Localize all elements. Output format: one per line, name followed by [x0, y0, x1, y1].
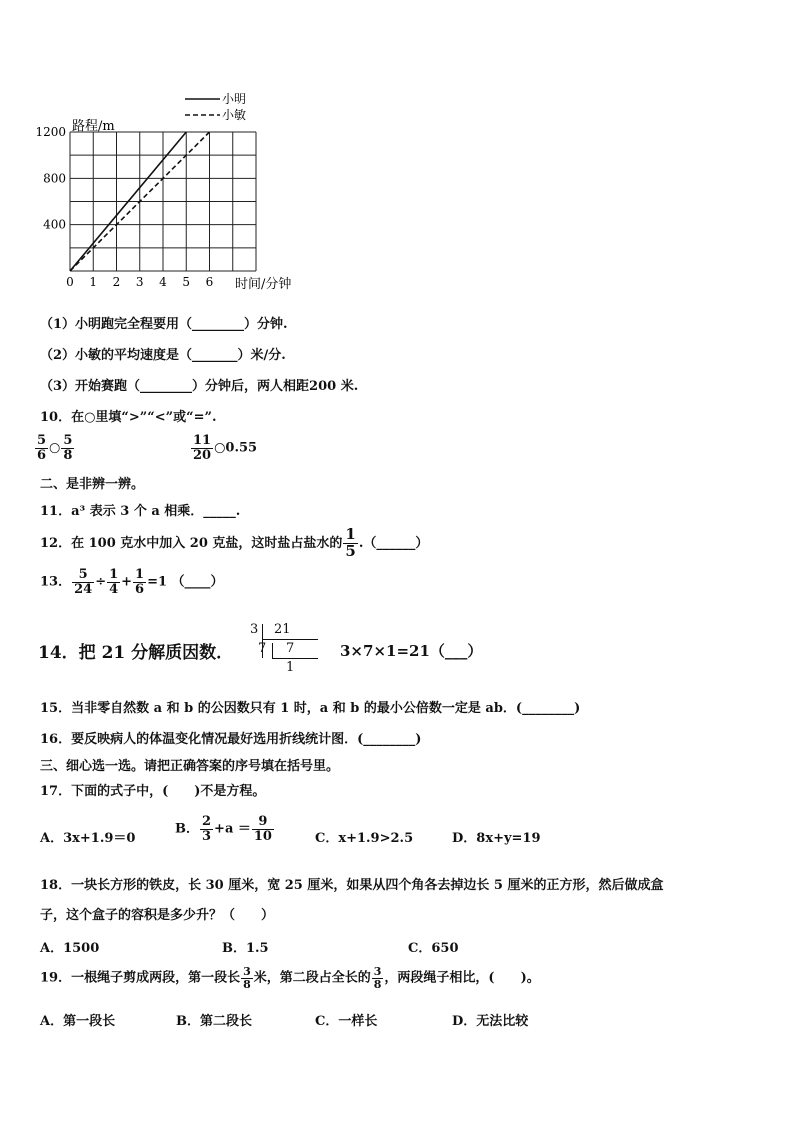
y-tick-label: 400 — [43, 217, 66, 232]
q13: 13． $\frac{5}{24}$ ÷ $\frac{1}{4}$ + $\frac{1}{6}$ =1 （____） — [40, 567, 224, 597]
q18-line1: 18．一块长方形的铁皮，长 30 厘米，宽 25 厘米，如果从四个角各去掉边长 5 厘米的正方形，然后做成盒 — [40, 878, 664, 893]
q19-option-b: B．第二段长 — [176, 1014, 252, 1029]
section-3-heading: 三、细心选一选。请把正确答案的序号填在括号里。 — [40, 759, 340, 774]
x-tick-label: 4 — [159, 275, 167, 289]
q18-option-c: C．650 — [408, 941, 459, 956]
q15: 15．当非零自然数 a 和 b 的公因数只有 1 时，a 和 b 的最小公倍数一定是 ab．(________) — [40, 701, 581, 716]
q10-b: $\frac{11}{20}$ ○0.55 — [193, 433, 258, 463]
q9-sub1: （1）小明跑完全程要用（________）分钟. — [40, 317, 288, 332]
fraction: $\frac{1}{6}$ — [135, 567, 145, 597]
fraction: $\frac{2}{3}$ — [202, 814, 212, 844]
chart-legend — [185, 92, 246, 122]
fraction: $\frac{5}{6}$ — [37, 433, 47, 463]
q10-text: 10．在○里填“>”“<”或“=”. — [40, 410, 217, 425]
section-2-heading: 二、是非辨一辨。 — [40, 477, 145, 492]
q17-option-a: A．3x+1.9＝0 — [40, 831, 136, 846]
distance-time-chart — [30, 88, 330, 298]
fraction: $\frac{3}{8}$ — [243, 965, 251, 991]
q9-sub2: （2）小敏的平均速度是（_______）米/分. — [40, 348, 286, 363]
q11: 11．a³ 表示 3 个 a 相乘．_____. — [40, 504, 241, 519]
q9-sub3: （3）开始赛跑（________）分钟后，两人相距200 米. — [40, 379, 359, 394]
q19-text: 19．一根绳子剪成两段，第一段长 $\frac{3}{8}$ 米，第二段占全长的 $\frac{3}{8}$ ，两段绳子相比，( )。 — [40, 965, 540, 991]
legend-label-xiaoming: 小明 — [222, 92, 247, 106]
fraction: $\frac{5}{8}$ — [63, 433, 73, 463]
fraction: $\frac{11}{20}$ — [193, 433, 212, 463]
y-tick-label: 800 — [43, 171, 66, 186]
q17-option-c: C．x+1.9>2.5 — [315, 831, 414, 846]
q19-option-d: D．无法比较 — [452, 1014, 529, 1029]
x-tick-label: 5 — [182, 275, 191, 289]
q16: 16．要反映病人的体温变化情况最好选用折线统计图．(________) — [40, 732, 422, 747]
short-division: 3 21 7 7 1 — [248, 622, 328, 678]
q17-text: 17．下面的式子中，( )不是方程。 — [40, 784, 266, 799]
fraction: $\frac{9}{10}$ — [253, 814, 272, 844]
x-tick-label: 2 — [112, 275, 121, 289]
x-tick-label: 6 — [205, 275, 214, 289]
q17-option-b: B． $\frac{2}{3}$ +a ＝ $\frac{9}{10}$ — [175, 814, 272, 844]
legend-label-xiaomin: 小敏 — [222, 108, 247, 122]
q14-answer: 3×7×1=21（___） — [340, 642, 483, 660]
q19-option-a: A．第一段长 — [40, 1014, 116, 1029]
y-axis-label: 路程/m — [72, 119, 115, 134]
fraction: $\frac{1}{5}$ — [345, 525, 356, 560]
y-tick-label: 1200 — [35, 125, 66, 139]
q19-option-c: C．一样长 — [315, 1014, 378, 1029]
q10-a: $\frac{5}{6}$ ○ $\frac{5}{8}$ — [37, 433, 73, 463]
x-tick-label: 1 — [89, 275, 98, 289]
x-axis-label: 时间/分钟 — [235, 277, 292, 292]
q14-text: 14．把 21 分解质因数． — [38, 643, 234, 663]
x-tick-label: 0 — [66, 275, 74, 289]
fraction: $\frac{3}{8}$ — [373, 965, 382, 991]
q18-option-a: A．1500 — [40, 941, 100, 956]
fraction: $\frac{1}{4}$ — [109, 567, 119, 597]
x-tick-label: 3 — [135, 275, 144, 289]
fraction: $\frac{5}{24}$ — [74, 567, 93, 597]
chart-grid — [70, 132, 256, 271]
q12: 12．在 100 克水中加入 20 克盐，这时盐占盐水的 $\frac{1}{5}$ .（______） — [40, 525, 429, 560]
q18-option-b: B．1.5 — [222, 941, 269, 956]
q17-option-d: D．8x+y=19 — [452, 831, 541, 846]
q18-line2: 子，这个盒子的容积是多少升？（ ） — [40, 908, 275, 923]
